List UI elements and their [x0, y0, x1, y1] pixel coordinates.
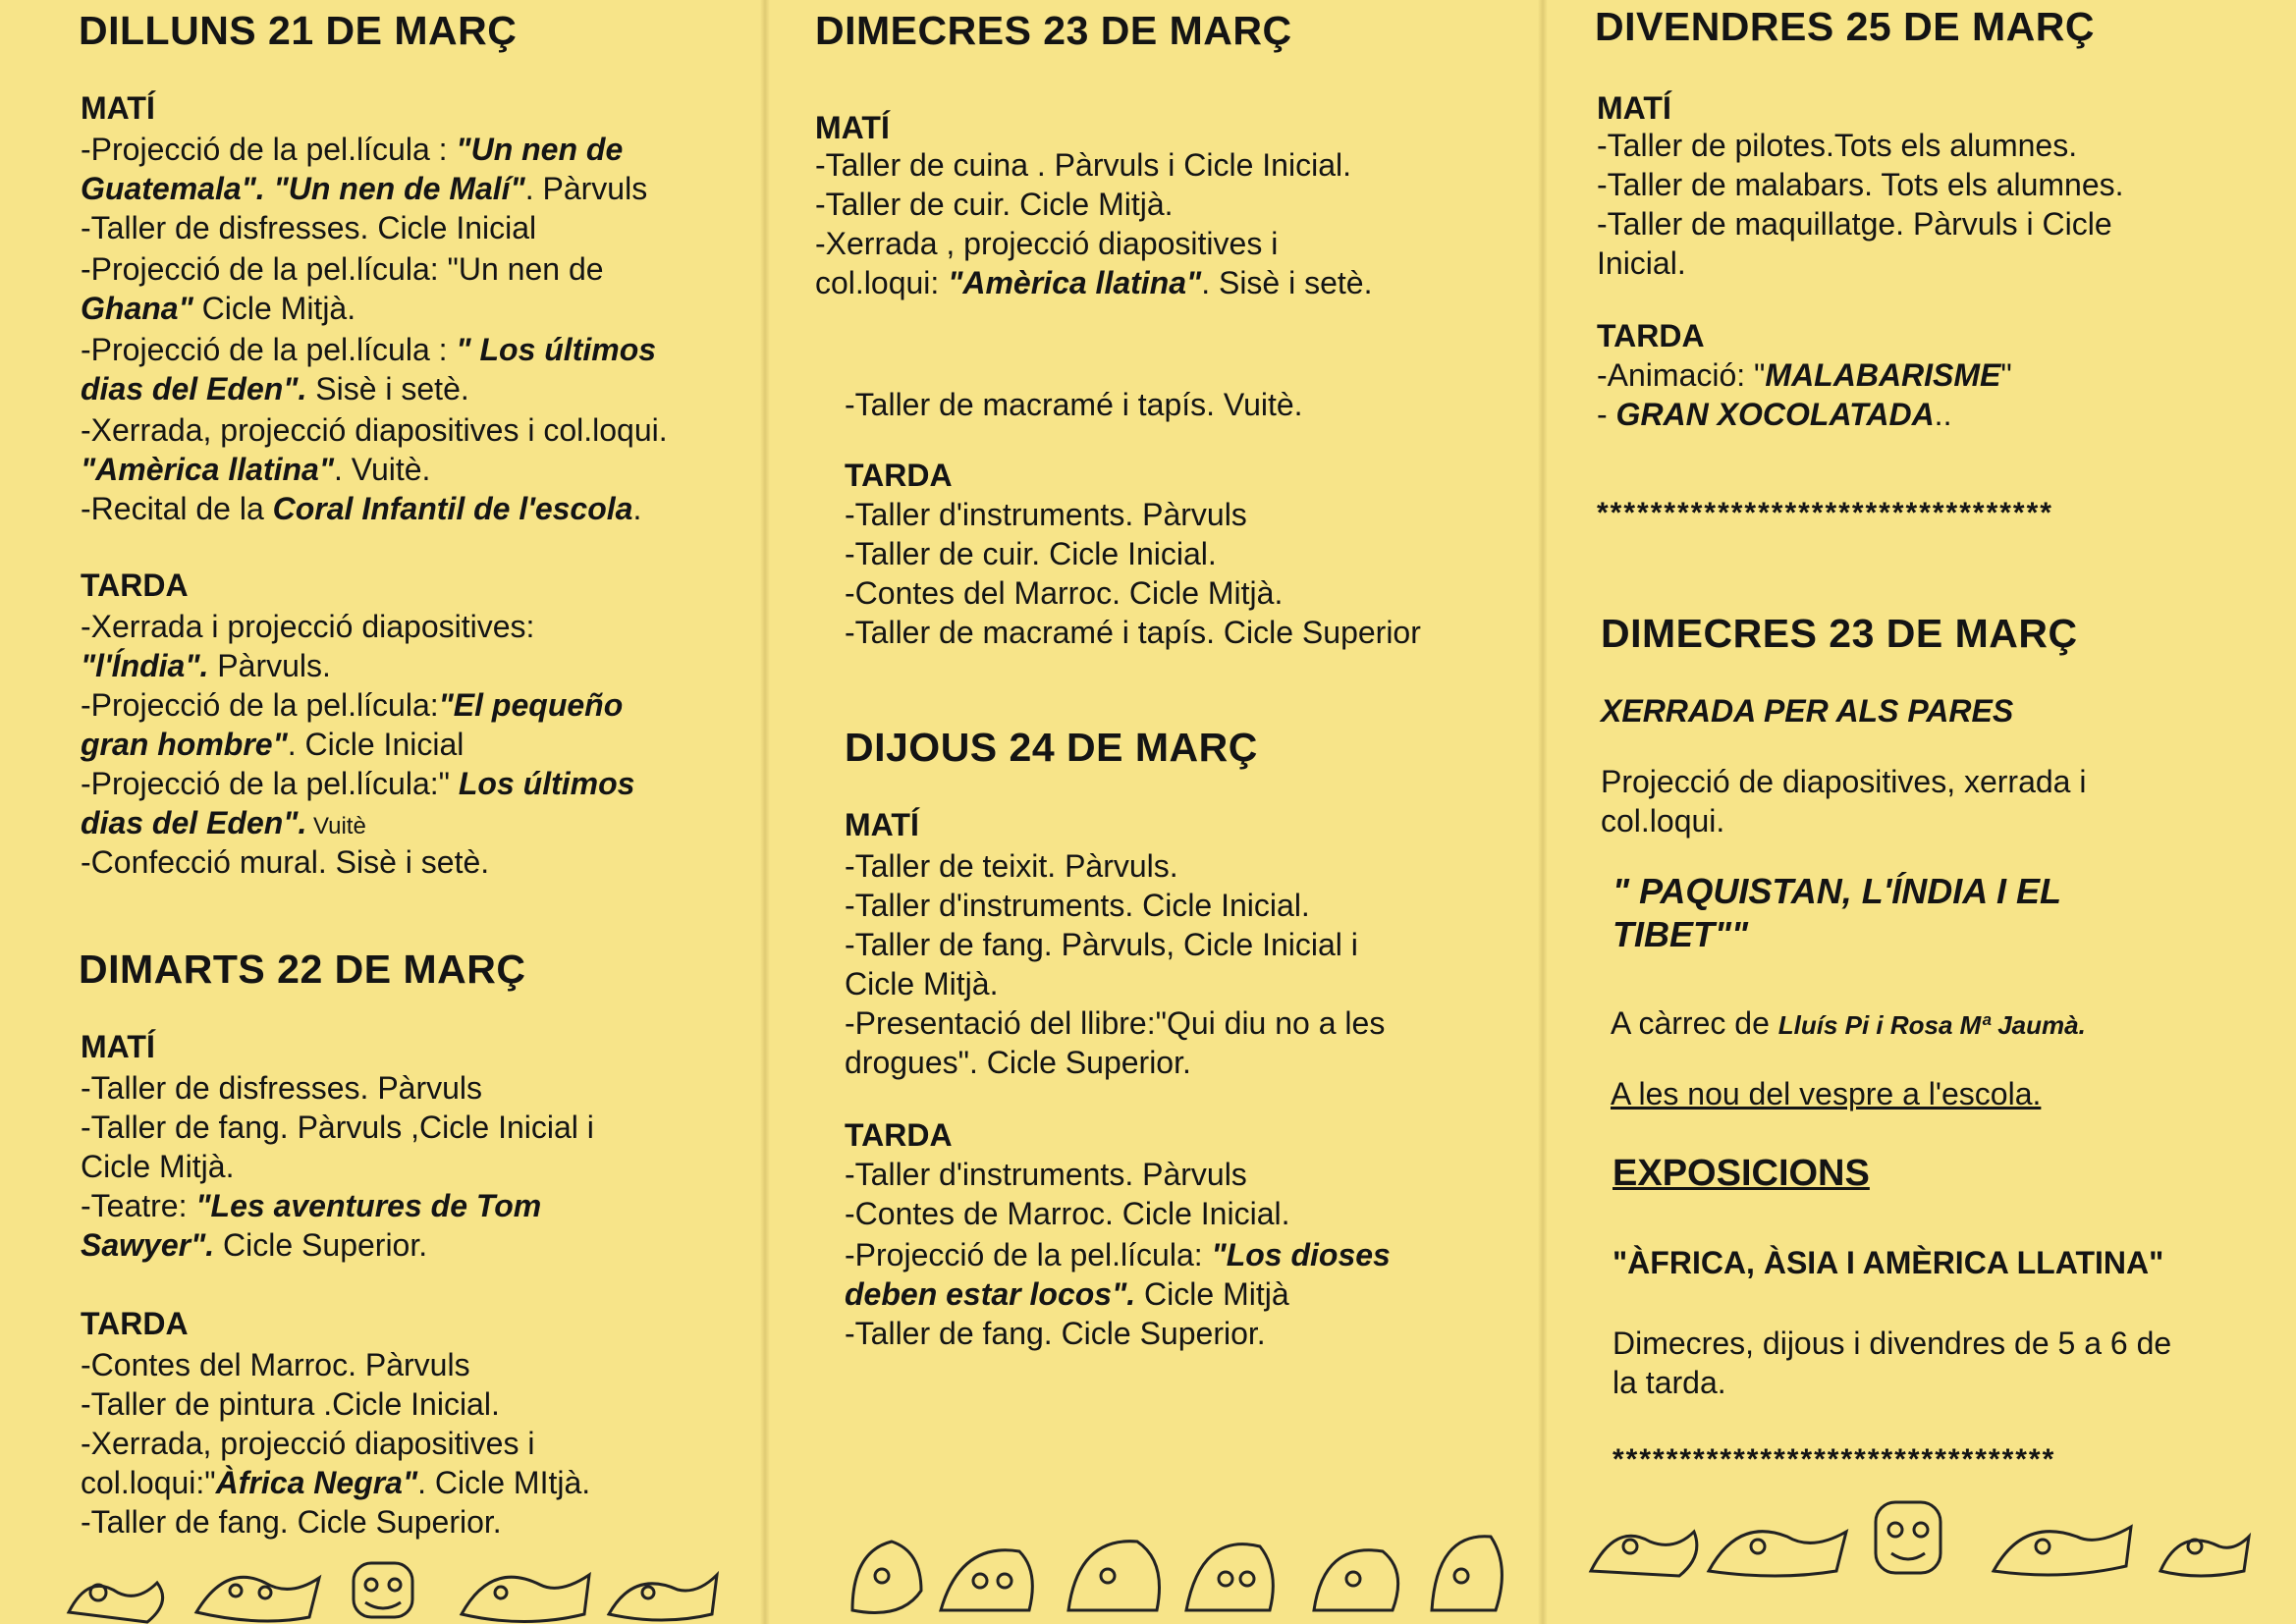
text-line: -Xerrada i projecció diapositives: [81, 609, 535, 644]
text-line: "l'Índia". Pàrvuls. [81, 648, 331, 683]
talk-title: TIBET"" [1613, 914, 1749, 954]
speakers-line: A càrrec de Lluís Pi i Rosa Mª Jaumà. [1611, 1005, 2086, 1041]
day-heading-dimarts: DIMARTS 22 DE MARÇ [79, 947, 526, 992]
decorative-masks-border [1581, 1492, 2269, 1591]
text-line: "Amèrica llatina". Vuitè. [81, 452, 431, 487]
text-line: col.loqui. [1601, 803, 1725, 839]
text-line: -Contes de Marroc. Cicle Inicial. [845, 1196, 1290, 1231]
day-heading-divendres: DIVENDRES 25 DE MARÇ [1595, 4, 2095, 49]
day-heading-dilluns: DILLUNS 21 DE MARÇ [79, 8, 518, 53]
text-line: Sawyer". Cicle Superior. [81, 1227, 428, 1263]
text-line: -Projecció de la pel.lícula : " Los últimos [81, 332, 657, 367]
exhibitions-heading: EXPOSICIONS [1613, 1153, 1870, 1194]
text-line: -Presentació del llibre:"Qui diu no a les [845, 1005, 1386, 1041]
text-line: -Xerrada, projecció diapositives i [81, 1426, 535, 1461]
section-tarda: TARDA [81, 1306, 189, 1341]
text-line: col.loqui:"Àfrica Negra". Cicle MItjà. [81, 1465, 591, 1500]
subheading-xerrada: XERRADA PER ALS PARES [1601, 693, 2014, 729]
text-line: drogues". Cicle Superior. [845, 1045, 1191, 1080]
section-mati: MATÍ [815, 110, 890, 145]
text-line: -Projecció de la pel.lícula:" Los últimos [81, 766, 635, 801]
panel-middle [764, 0, 1542, 1624]
text-line: Projecció de diapositives, xerrada i [1601, 764, 2087, 799]
day-heading-dimecres: DIMECRES 23 DE MARÇ [815, 8, 1292, 53]
text-line: Cicle Mitjà. [845, 966, 999, 1001]
text-line: -Xerrada, projecció diapositives i col.loqui. [81, 412, 668, 448]
text-line: deben estar locos". Cicle Mitjà [845, 1276, 1289, 1312]
text-line: -Taller de cuina . Pàrvuls i Cicle Inicial. [815, 147, 1351, 183]
text-line: dias del Eden". Sisè i setè. [81, 371, 469, 406]
decorative-masks-border [843, 1522, 1520, 1620]
text-line: -Teatre: "Les aventures de Tom [81, 1188, 542, 1223]
text-line: -Confecció mural. Sisè i setè. [81, 844, 490, 880]
text-line: -Taller de maquillatge. Pàrvuls i Cicle [1597, 206, 2112, 242]
text-line: col.loqui: "Amèrica llatina". Sisè i setè. [815, 265, 1373, 300]
time-place-line: A les nou del vespre a l'escola. [1611, 1076, 2042, 1111]
text-line: -Taller de cuir. Cicle Inicial. [845, 536, 1217, 571]
decorative-masks-border [59, 1553, 727, 1624]
section-tarda: TARDA [845, 1117, 953, 1153]
talk-title: " PAQUISTAN, L'ÍNDIA I EL [1613, 871, 2061, 911]
section-tarda: TARDA [1597, 318, 1705, 353]
text-line: -Taller de fang. Cicle Superior. [81, 1504, 502, 1540]
text-line: Guatemala". "Un nen de Malí". Pàrvuls [81, 171, 648, 206]
text-line: -Projecció de la pel.lícula : "Un nen de [81, 132, 624, 167]
text-line: -Taller de fang. Pàrvuls ,Cicle Inicial i [81, 1110, 594, 1145]
text-line: dias del Eden". Vuitè [81, 805, 366, 840]
text-line: Ghana" Cicle Mitjà. [81, 291, 356, 326]
text-line: -Animació: "MALABARISME" [1597, 357, 2012, 393]
star-separator: ********************************** [1597, 497, 2053, 529]
text-line: -Taller de disfresses. Cicle Inicial [81, 210, 537, 245]
text-line: -Taller d'instruments. Pàrvuls [845, 1157, 1247, 1192]
section-tarda: TARDA [81, 568, 189, 603]
text-line: -Projecció de la pel.lícula:"El pequeño [81, 687, 624, 723]
text-line: -Taller de pintura .Cicle Inicial. [81, 1386, 500, 1422]
text-line: -Contes del Marroc. Cicle Mitjà. [845, 575, 1284, 611]
panel-right [1542, 0, 2296, 1624]
exhibition-title: "ÀFRICA, ÀSIA I AMÈRICA LLATINA" [1613, 1245, 2164, 1280]
text-line: Inicial. [1597, 245, 1686, 281]
text-line: gran hombre". Cicle Inicial [81, 727, 465, 762]
text-line: -Taller de disfresses. Pàrvuls [81, 1070, 483, 1106]
day-heading-dimecres: DIMECRES 23 DE MARÇ [1601, 611, 2078, 656]
text-line: -Taller de macramé i tapís. Vuitè. [845, 387, 1303, 422]
text-line: -Taller de fang. Cicle Superior. [845, 1316, 1266, 1351]
section-mati: MATÍ [845, 807, 919, 842]
section-mati: MATÍ [81, 90, 155, 126]
text-line: - GRAN XOCOLATADA.. [1597, 397, 1952, 432]
text-line: -Taller d'instruments. Cicle Inicial. [845, 888, 1310, 923]
text-line: -Taller de teixit. Pàrvuls. [845, 848, 1178, 884]
section-mati: MATÍ [81, 1029, 155, 1064]
section-tarda: TARDA [845, 458, 953, 493]
text-line: -Xerrada , projecció diapositives i [815, 226, 1279, 261]
text-line: -Taller de fang. Pàrvuls, Cicle Inicial i [845, 927, 1358, 962]
text-line: -Projecció de la pel.lícula: "Los dioses [845, 1237, 1391, 1272]
day-heading-dijous: DIJOUS 24 DE MARÇ [845, 725, 1258, 770]
text-line: -Taller d'instruments. Pàrvuls [845, 497, 1247, 532]
text-line: -Taller de pilotes.Tots els alumnes. [1597, 128, 2078, 163]
text-line: -Projecció de la pel.lícula: "Un nen de [81, 251, 604, 287]
text-line: -Taller de macramé i tapís. Cicle Superior [845, 615, 1421, 650]
star-separator: ********************************* [1613, 1443, 2056, 1476]
text-line: -Taller de malabars. Tots els alumnes. [1597, 167, 2124, 202]
text-line: -Contes del Marroc. Pàrvuls [81, 1347, 470, 1382]
text-line: Dimecres, dijous i divendres de 5 a 6 de [1613, 1326, 2172, 1361]
section-mati: MATÍ [1597, 90, 1671, 126]
text-line: -Recital de la Coral Infantil de l'escola. [81, 491, 642, 526]
text-line: Cicle Mitjà. [81, 1149, 235, 1184]
panel-left [0, 0, 764, 1624]
text-line: la tarda. [1613, 1365, 1726, 1400]
text-line: -Taller de cuir. Cicle Mitjà. [815, 187, 1174, 222]
